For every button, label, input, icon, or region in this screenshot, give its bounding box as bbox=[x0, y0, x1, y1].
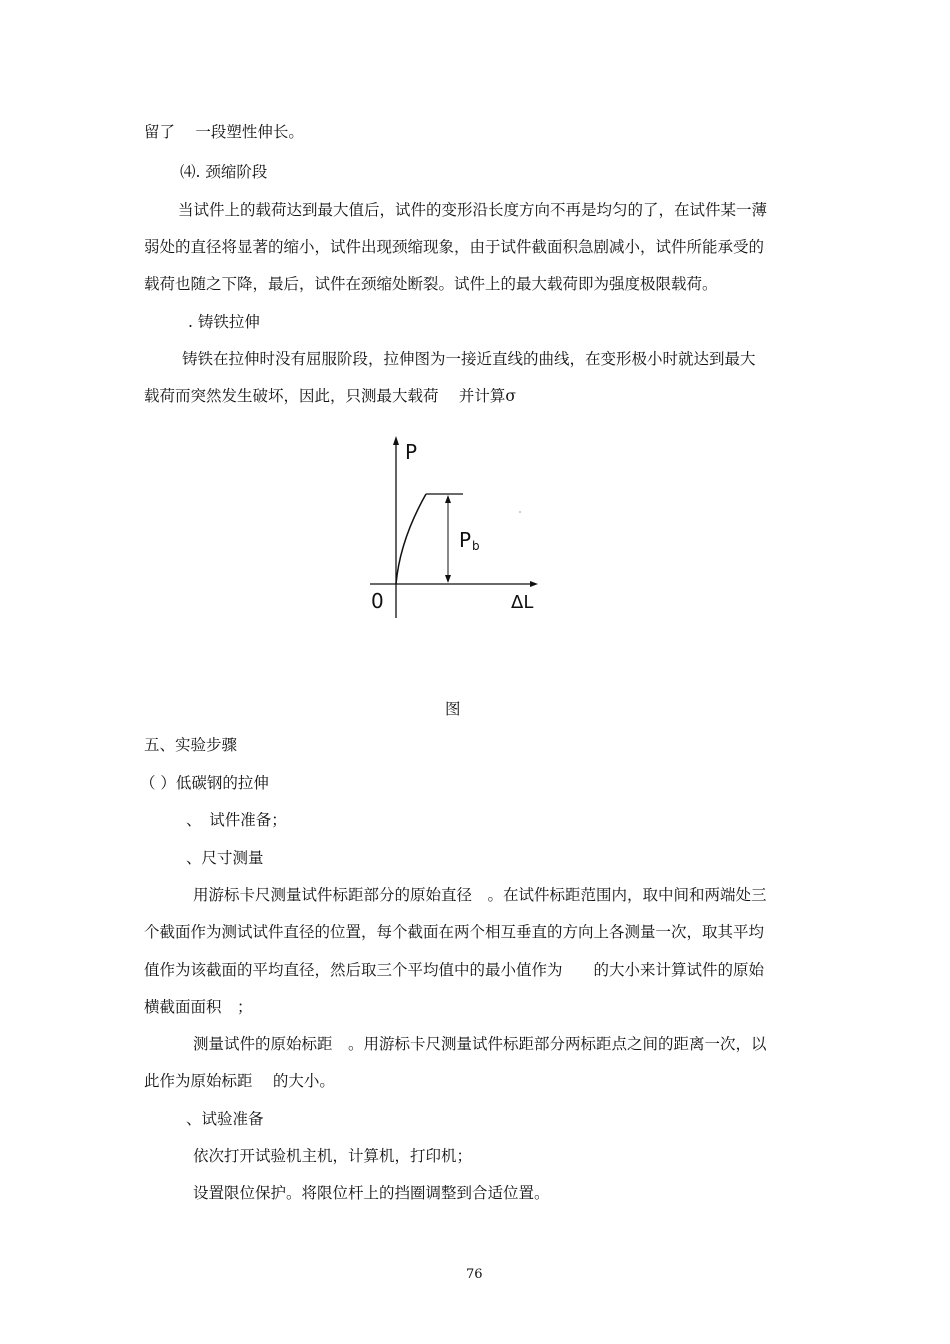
paragraph-line: 值作为该截面的平均直径，然后取三个平均值中的最小值作为 的大小来计算试件的原始 bbox=[144, 961, 765, 979]
load-curve bbox=[396, 494, 426, 584]
dimension-arrow-top bbox=[445, 495, 451, 503]
paragraph-line: 铸铁在拉伸时没有屈服阶段，拉伸图为一接近直线的曲线，在变形极小时就达到最大 bbox=[182, 350, 756, 368]
paragraph-line: 载荷而突然发生破坏，因此，只测最大载荷 并计算σ bbox=[144, 387, 517, 405]
section-heading: （ ）低碳钢的拉伸 bbox=[140, 774, 269, 792]
paragraph-line: 载荷也随之下降，最后，试件在颈缩处断裂。试件上的最大载荷即为强度极限载荷。 bbox=[144, 275, 718, 293]
paragraph-line: 横截面面积 ； bbox=[144, 998, 253, 1016]
paragraph-line: 测量试件的原始标距 。用游标卡尺测量试件标距部分两标距点之间的距离一次，以 bbox=[193, 1035, 767, 1053]
x-axis-label: ΔL bbox=[511, 592, 534, 613]
stray-dot bbox=[519, 511, 520, 512]
tensile-diagram bbox=[360, 430, 560, 630]
peak-label-subscript: b bbox=[472, 539, 480, 553]
paragraph-line: 当试件上的载荷达到最大值后，试件的变形沿长度方向不再是均匀的了，在试件某一薄 bbox=[178, 201, 768, 219]
section-heading: . 铸铁拉伸 bbox=[188, 313, 260, 331]
paragraph-line: 用游标卡尺测量试件标距部分的原始直径 。在试件标距范围内，取中间和两端处三 bbox=[193, 886, 767, 904]
paragraph-line: 此作为原始标距 的大小。 bbox=[144, 1072, 335, 1090]
section-heading: ⑷. 颈缩阶段 bbox=[180, 163, 268, 181]
tensile-diagram-svg bbox=[360, 430, 560, 630]
figure-caption: 图 bbox=[445, 700, 461, 718]
step-item: 、尺寸测量 bbox=[186, 849, 264, 867]
paragraph-line: 依次打开试验机主机，计算机，打印机； bbox=[193, 1147, 473, 1165]
dimension-arrow-bottom bbox=[445, 575, 451, 583]
section-heading: 五、实验步骤 bbox=[144, 736, 238, 754]
paragraph-line: 弱处的直径将显著的缩小，试件出现颈缩现象，由于试件截面积急剧减小，试件所能承受的 bbox=[144, 238, 765, 256]
origin-label: 0 bbox=[371, 589, 384, 613]
paragraph-line: 设置限位保护。将限位杆上的挡圈调整到合适位置。 bbox=[193, 1184, 550, 1202]
y-axis-label: P bbox=[405, 440, 418, 464]
step-item: 、试验准备 bbox=[186, 1110, 264, 1128]
paragraph-line: 留了 一段塑性伸长。 bbox=[144, 123, 304, 141]
y-axis-arrow bbox=[393, 436, 399, 445]
x-axis-arrow bbox=[530, 581, 538, 587]
peak-label: P bbox=[459, 528, 472, 552]
paragraph-line: 个截面作为测试试件直径的位置，每个截面在两个相互垂直的方向上各测量一次，取其平均 bbox=[144, 923, 765, 941]
page-number: 76 bbox=[466, 1267, 483, 1282]
step-item: 、 试件准备； bbox=[186, 811, 287, 829]
